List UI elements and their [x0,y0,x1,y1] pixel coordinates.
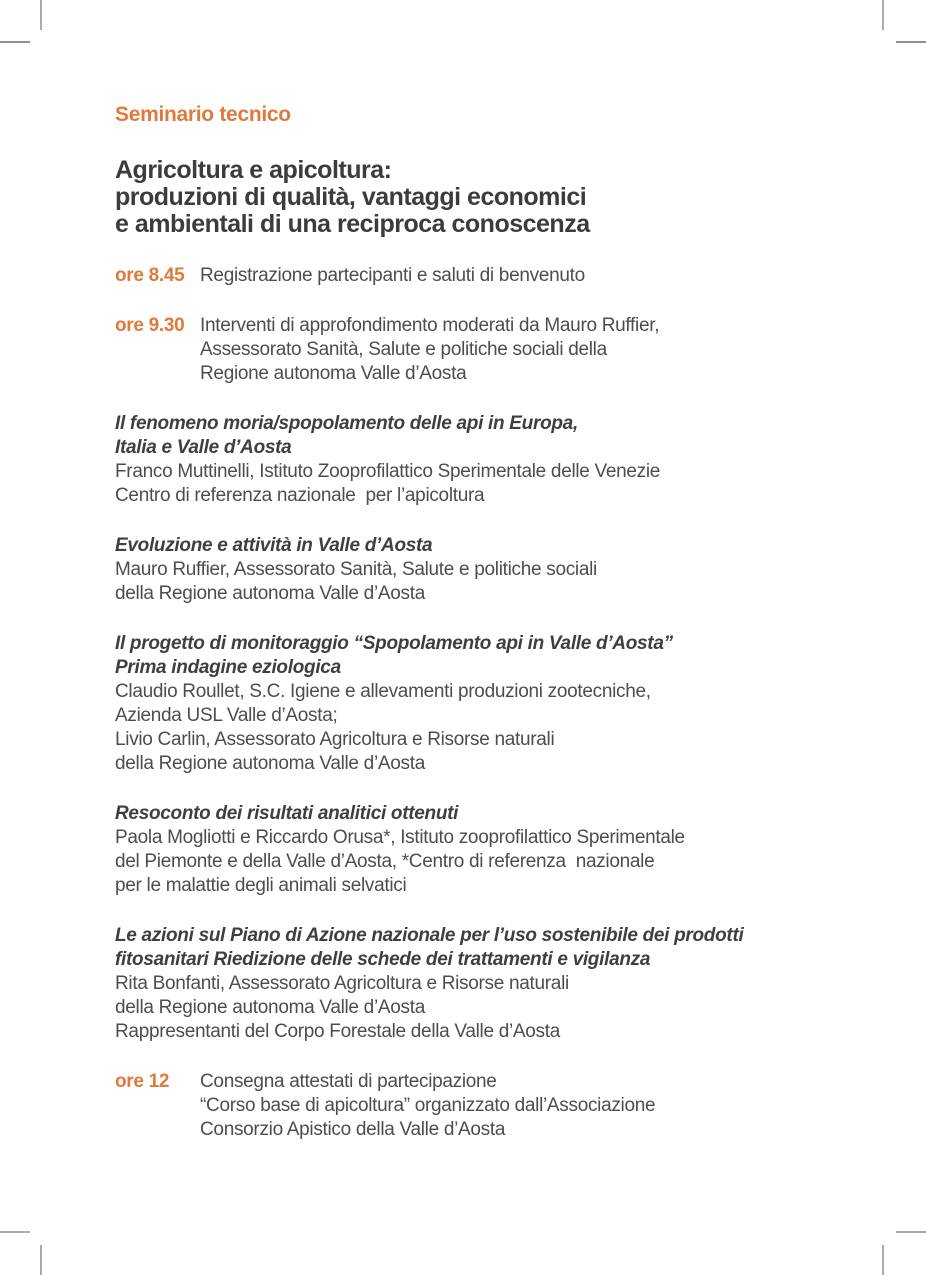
talk-speaker-line: Rappresentanti del Corpo Forestale della Valle d’Aosta [115,1021,560,1042]
talk-speaker-line: del Piemonte e della Valle d’Aosta, *Centro di referenza nazionale [115,851,655,872]
talk-speakers [115,460,815,508]
crop-mark-bottom-left-horizontal [0,1231,30,1233]
document-title-line: e ambientali di una reciproca conoscenza [115,210,590,238]
crop-mark-bottom-left-vertical [40,1245,42,1275]
schedule-row-interventions [115,314,815,386]
schedule-description-line: Consegna attestati di partecipazione [200,1071,497,1092]
time-label: ore 9.30 [115,315,185,336]
talk-speaker-line: Rita Bonfanti, Assessorato Agricoltura e Risorse naturali [115,973,569,994]
talk-title [115,632,815,680]
talk-title-line: Evoluzione e attività in Valle d’Aosta [115,535,433,556]
crop-mark-bottom-right-vertical [882,1245,884,1275]
talk-title-line: Le azioni sul Piano di Azione nazionale per l’uso sostenibile dei prodotti [115,925,744,946]
talk-title [115,802,815,826]
crop-mark-top-right-vertical [882,0,884,30]
schedule-description-line: Consorzio Apistico della Valle d’Aosta [200,1119,506,1140]
schedule-description-line: Interventi di approfondimento moderati da Mauro Ruffier, [200,315,660,336]
talk-block-2 [115,534,815,606]
talk-block-1 [115,412,815,508]
talk-block-5 [115,924,815,1044]
talk-title-line: Resoconto dei risultati analitici ottenuti [115,803,459,824]
talk-title-line: Italia e Valle d’Aosta [115,437,292,458]
talk-speaker-line: Centro di referenza nazionale per l’apicoltura [115,485,485,506]
talk-speaker-line: della Regione autonoma Valle d’Aosta [115,753,425,774]
schedule-description [200,1070,815,1142]
talk-speaker-line: Claudio Roullet, S.C. Igiene e allevamenti produzioni zootecniche, [115,681,651,702]
schedule-description-line: “Corso base di apicoltura” organizzato dall’Associazione [200,1095,656,1116]
seminar-program-page [115,103,815,1168]
talk-speakers [115,558,815,606]
schedule-row-registration [115,264,815,288]
talk-speaker-line: Paola Mogliotti e Riccardo Orusa*, Istituto zooprofilattico Sperimentale [115,827,685,848]
time-label: ore 12 [115,1071,170,1092]
talk-title [115,924,815,972]
document-title-line: produzioni di qualità, vantaggi economici [115,183,587,211]
talk-title [115,534,815,558]
talk-speaker-line: Franco Muttinelli, Istituto Zooprofilattico Sperimentale delle Venezie [115,461,661,482]
crop-mark-top-left-horizontal [0,41,30,43]
schedule-description-line: Registrazione partecipanti e saluti di benvenuto [200,265,585,286]
schedule-description-line: Regione autonoma Valle d’Aosta [200,363,467,384]
crop-mark-top-left-vertical [40,0,42,30]
talk-block-4 [115,802,815,898]
talk-speaker-line: Livio Carlin, Assessorato Agricoltura e Risorse naturali [115,729,555,750]
talk-speakers [115,826,815,898]
talk-speaker-line: per le malattie degli animali selvatici [115,875,407,896]
talk-block-3 [115,632,815,776]
document-title-line: Agricoltura e apicoltura: [115,156,392,184]
talk-title [115,412,815,460]
schedule-description [200,264,815,288]
talk-speakers [115,680,815,776]
crop-mark-top-right-horizontal [896,41,926,43]
crop-mark-bottom-right-horizontal [896,1231,926,1233]
time-label: ore 8.45 [115,265,185,286]
talk-title-line: Il progetto di monitoraggio “Spopolamento api in Valle d’Aosta” [115,633,673,654]
schedule-description-line: Assessorato Sanità, Salute e politiche sociali della [200,339,607,360]
talk-title-line: fitosanitari Riedizione delle schede dei trattamenti e vigilanza [115,949,651,970]
talk-speaker-line: Azienda USL Valle d’Aosta; [115,705,338,726]
schedule-description [200,314,815,386]
talk-speaker-line: della Regione autonoma Valle d’Aosta [115,997,425,1018]
talk-speakers [115,972,815,1044]
schedule-row-closing [115,1070,815,1142]
talk-speaker-line: Mauro Ruffier, Assessorato Sanità, Salute e politiche sociali [115,559,597,580]
document-title [115,157,815,238]
talk-title-line: Il fenomeno moria/spopolamento delle api in Europa, [115,413,578,434]
talk-title-line: Prima indagine eziologica [115,657,341,678]
talk-speaker-line: della Regione autonoma Valle d’Aosta [115,583,425,604]
seminar-kicker: Seminario tecnico [115,103,291,126]
